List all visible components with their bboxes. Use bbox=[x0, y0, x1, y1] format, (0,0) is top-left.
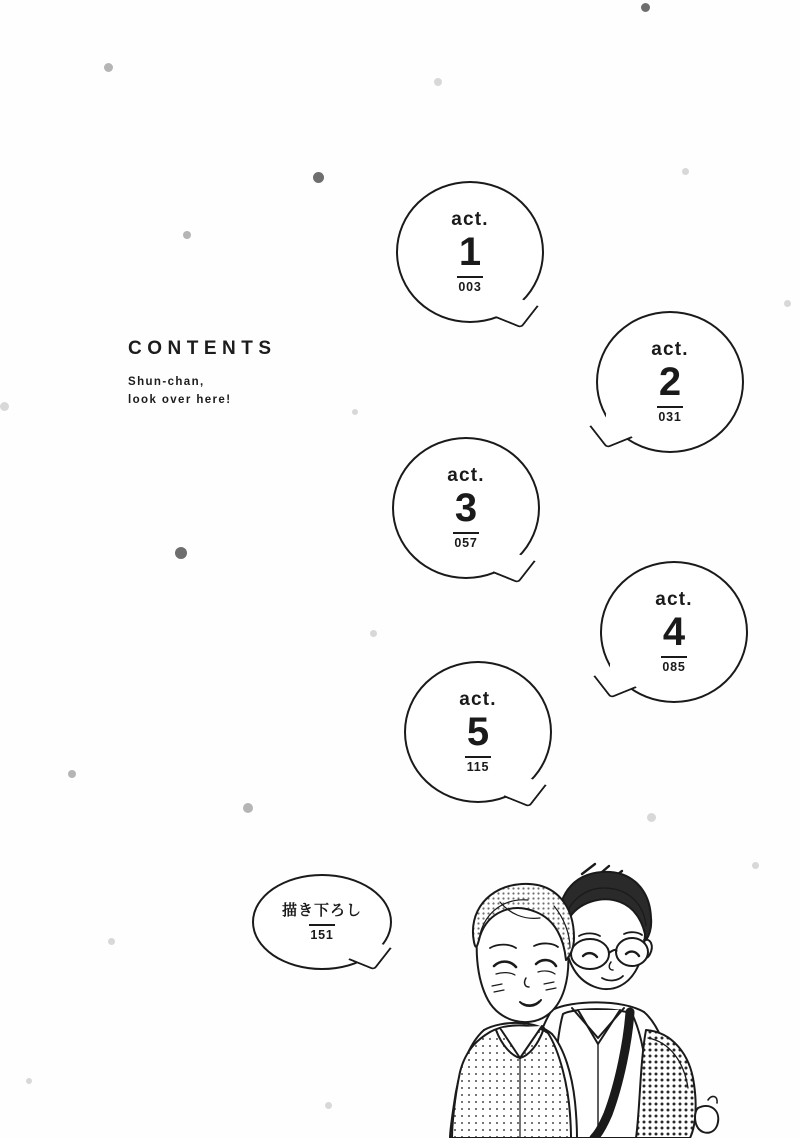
divider bbox=[661, 656, 687, 658]
decorative-dot bbox=[0, 402, 9, 411]
toc-entry-page: 031 bbox=[658, 410, 682, 425]
bubble-tail-mask bbox=[495, 545, 517, 559]
contents-heading-block bbox=[128, 338, 277, 410]
divider bbox=[657, 406, 683, 408]
decorative-dot bbox=[352, 409, 358, 415]
decorative-dot bbox=[434, 78, 442, 86]
toc-entry-page: 085 bbox=[662, 660, 686, 675]
divider bbox=[309, 924, 335, 926]
toc-entry-label: act. bbox=[651, 339, 689, 361]
decorative-dot bbox=[104, 63, 113, 72]
toc-entry-number: 1 bbox=[458, 230, 482, 275]
toc-entry-page-block bbox=[661, 656, 687, 673]
toc-entry-page: 057 bbox=[454, 536, 478, 551]
page-title: CONTENTS bbox=[128, 338, 277, 359]
decorative-dot bbox=[784, 300, 791, 307]
divider bbox=[453, 532, 479, 534]
decorative-dot bbox=[183, 231, 191, 239]
toc-entry-number: 2 bbox=[658, 360, 682, 405]
decorative-dot bbox=[26, 1078, 32, 1084]
toc-entry-label: act. bbox=[655, 589, 693, 611]
toc-entry-label: act. bbox=[447, 465, 485, 487]
toc-entry-page-block bbox=[453, 532, 479, 549]
decorative-dot bbox=[325, 1102, 332, 1109]
decorative-dot bbox=[68, 770, 76, 778]
contents-subtitle-line-1: Shun-chan, bbox=[128, 376, 205, 388]
toc-entry-page-block bbox=[465, 756, 491, 773]
bubble-tail-mask bbox=[352, 932, 372, 946]
toc-entry-number: 3 bbox=[454, 486, 478, 531]
decorative-dot bbox=[682, 168, 689, 175]
toc-entry-label: act. bbox=[451, 209, 489, 231]
toc-entry-number: 5 bbox=[466, 710, 490, 755]
bubble-tail-mask bbox=[506, 769, 528, 783]
toc-entry-number: 4 bbox=[662, 610, 686, 655]
decorative-dot bbox=[175, 547, 187, 559]
contents-subtitle-line-2: look over here! bbox=[128, 393, 232, 406]
toc-entry-page: 003 bbox=[458, 280, 482, 295]
toc-entry-page-block bbox=[457, 276, 483, 293]
bubble-tail-mask bbox=[610, 664, 626, 684]
bubble-tail-mask bbox=[606, 414, 622, 434]
toc-entry-page: 115 bbox=[466, 760, 490, 775]
divider bbox=[465, 756, 491, 758]
toc-entry-page-block bbox=[657, 406, 683, 423]
toc-entry-page: 151 bbox=[310, 927, 334, 942]
decorative-dot bbox=[108, 938, 115, 945]
divider bbox=[457, 276, 483, 278]
toc-entry-label: 描き下ろし bbox=[281, 901, 362, 919]
bubble-tail-mask bbox=[498, 289, 520, 303]
decorative-dot bbox=[647, 813, 656, 822]
toc-entry-page-block bbox=[309, 924, 335, 941]
decorative-dot bbox=[313, 172, 324, 183]
decorative-dot bbox=[641, 3, 650, 12]
decorative-dot bbox=[370, 630, 377, 637]
character-illustration bbox=[432, 862, 800, 1138]
contents-subtitle bbox=[128, 374, 277, 410]
toc-entry-label: act. bbox=[459, 689, 497, 711]
decorative-dot bbox=[243, 803, 253, 813]
